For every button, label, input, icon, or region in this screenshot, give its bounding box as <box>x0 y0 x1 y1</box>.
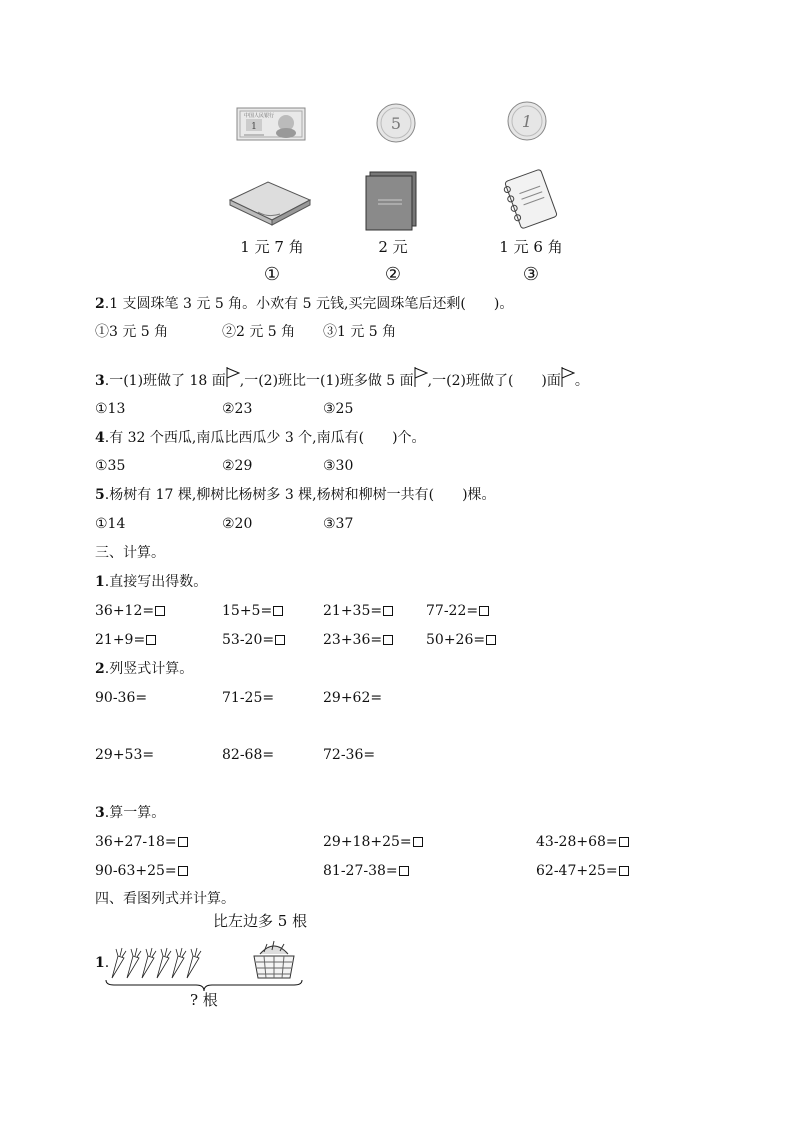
question-4-option-1[interactable]: ①35 <box>95 458 126 474</box>
vertical-row2-item1[interactable]: 29+53= <box>95 747 155 763</box>
svg-text:中国人民银行: 中国人民银行 <box>244 113 275 119</box>
caption-book: 2 元 <box>378 238 408 256</box>
expr: 43-28+68= <box>536 834 618 850</box>
calc-row1-item2[interactable] <box>222 602 283 620</box>
mixed-row1-item3[interactable] <box>536 833 629 851</box>
answer-box[interactable] <box>413 837 423 847</box>
question-5-number: 5 <box>95 487 105 503</box>
expr: 90-63+25= <box>95 863 177 879</box>
calc-row1-item3[interactable] <box>323 602 393 620</box>
section-3-sub-2-text: .列竖式计算。 <box>104 661 194 677</box>
question-2-option-2[interactable]: ②2 元 5 角 <box>222 324 296 340</box>
marker-1: ① <box>263 264 281 285</box>
expr: 77-22= <box>426 603 479 619</box>
question-2-option-3[interactable]: ③1 元 5 角 <box>323 324 397 340</box>
flag-icon <box>414 367 428 387</box>
section-3-sub-2-number: 2 <box>95 661 105 677</box>
answer-box[interactable] <box>178 866 188 876</box>
answer-box[interactable] <box>479 606 489 616</box>
marker-3: ③ <box>522 264 540 285</box>
answer-box[interactable] <box>383 635 393 645</box>
vertical-row1-item1[interactable]: 90-36= <box>95 690 148 706</box>
answer-box[interactable] <box>178 837 188 847</box>
calc-row2-item4[interactable] <box>426 631 496 649</box>
question-3-option-1[interactable]: ①13 <box>95 401 126 417</box>
section-4-title: 四、看图列式并计算。 <box>95 891 235 907</box>
calc-row1-item1[interactable] <box>95 602 165 620</box>
question-5-text: .杨树有 17 棵,柳树比杨树多 3 棵,杨树和柳树一共有( )棵。 <box>104 487 496 503</box>
question-4-option-3[interactable]: ③30 <box>323 458 354 474</box>
answer-box[interactable] <box>155 606 165 616</box>
section-3-sub-2 <box>95 660 193 678</box>
answer-box[interactable] <box>383 606 393 616</box>
calc-row1-item4[interactable] <box>426 602 489 620</box>
calc-row2-item2[interactable] <box>222 631 285 649</box>
picture-item-dot: . <box>104 955 110 971</box>
section-3-sub-1-text: .直接写出得数。 <box>104 574 208 590</box>
question-3 <box>95 367 589 390</box>
picture-bottom-label: ? 根 <box>190 991 218 1009</box>
picture-top-label: 比左边多 5 根 <box>213 912 308 930</box>
coin-1-value: 1 <box>521 112 533 131</box>
mixed-row2-item1[interactable] <box>95 862 188 880</box>
brace-line <box>104 978 304 992</box>
question-3-option-3[interactable]: ③25 <box>323 401 354 417</box>
banknote-image <box>236 107 306 141</box>
question-3-part2: ,一(2)班比一(1)班多做 5 面 <box>239 373 414 389</box>
section-3-sub-3 <box>95 804 165 822</box>
expr: 53-20= <box>222 632 275 648</box>
question-3-part1: .一(1)班做了 18 面 <box>104 373 226 389</box>
question-2-number: 2 <box>95 296 105 312</box>
expr: 36+12= <box>95 603 155 619</box>
answer-box[interactable] <box>146 635 156 645</box>
expr: 62-47+25= <box>536 863 618 879</box>
vertical-row2-item2[interactable]: 82-68= <box>222 747 275 763</box>
expr: 29+18+25= <box>323 834 412 850</box>
section-3-sub-3-text: .算一算。 <box>104 805 166 821</box>
section-3-sub-1 <box>95 573 207 591</box>
coin-1-jiao-image <box>506 100 548 142</box>
flag-icon <box>226 367 240 387</box>
coin-5-jiao-image <box>375 102 417 144</box>
question-5-option-2[interactable]: ②20 <box>222 516 253 532</box>
question-5-option-1[interactable]: ①14 <box>95 516 126 532</box>
banknote-value: 1 <box>251 122 257 132</box>
vertical-row1-item2[interactable]: 71-25= <box>222 690 275 706</box>
answer-box[interactable] <box>275 635 285 645</box>
question-2-option-1[interactable]: ①3 元 5 角 <box>95 324 169 340</box>
mixed-row1-item1[interactable] <box>95 833 188 851</box>
expr: 50+26= <box>426 632 486 648</box>
basket-image <box>250 940 298 980</box>
question-5 <box>95 486 496 504</box>
section-3-sub-3-number: 3 <box>95 805 105 821</box>
answer-box[interactable] <box>273 606 283 616</box>
section-3-sub-1-number: 1 <box>95 574 105 590</box>
question-2 <box>95 295 513 313</box>
mixed-row2-item3[interactable] <box>536 862 629 880</box>
calc-row2-item1[interactable] <box>95 631 156 649</box>
section-3-title: 三、计算。 <box>95 545 165 561</box>
expr: 36+27-18= <box>95 834 177 850</box>
question-4-option-2[interactable]: ②29 <box>222 458 253 474</box>
expr: 21+35= <box>323 603 383 619</box>
flag-icon <box>561 367 575 387</box>
question-3-option-2[interactable]: ②23 <box>222 401 253 417</box>
expr: 81-27-38= <box>323 863 398 879</box>
question-3-part3: ,一(2)班做了( )面 <box>427 373 561 389</box>
folder-image <box>228 178 312 228</box>
book-image <box>364 170 420 232</box>
picture-item-num: 1 <box>95 955 105 971</box>
vertical-row2-item3[interactable]: 72-36= <box>323 747 376 763</box>
caption-folder: 1 元 7 角 <box>240 238 304 256</box>
answer-box[interactable] <box>486 635 496 645</box>
question-2-text: .1 支圆珠笔 3 元 5 角。小欢有 5 元钱,买完圆珠笔后还剩( )。 <box>104 296 514 312</box>
question-3-part4: 。 <box>574 373 589 389</box>
coin-5-value: 5 <box>390 114 402 133</box>
marker-2: ② <box>384 264 402 285</box>
question-4 <box>95 429 426 447</box>
expr: 23+36= <box>323 632 383 648</box>
expr: 21+9= <box>95 632 146 648</box>
calc-row2-item3[interactable] <box>323 631 393 649</box>
vertical-row1-item3[interactable]: 29+62= <box>323 690 383 706</box>
notebook-image <box>500 168 562 230</box>
caption-notebook: 1 元 6 角 <box>499 238 563 256</box>
answer-box[interactable] <box>619 866 629 876</box>
question-5-option-3[interactable]: ③37 <box>323 516 354 532</box>
question-4-text: .有 32 个西瓜,南瓜比西瓜少 3 个,南瓜有( )个。 <box>104 430 426 446</box>
question-3-number: 3 <box>95 373 105 389</box>
question-4-number: 4 <box>95 430 105 446</box>
carrots-image <box>108 946 204 980</box>
answer-box[interactable] <box>399 866 409 876</box>
expr: 15+5= <box>222 603 273 619</box>
answer-box[interactable] <box>619 837 629 847</box>
mixed-row2-item2[interactable] <box>323 862 409 880</box>
mixed-row1-item2[interactable] <box>323 833 423 851</box>
